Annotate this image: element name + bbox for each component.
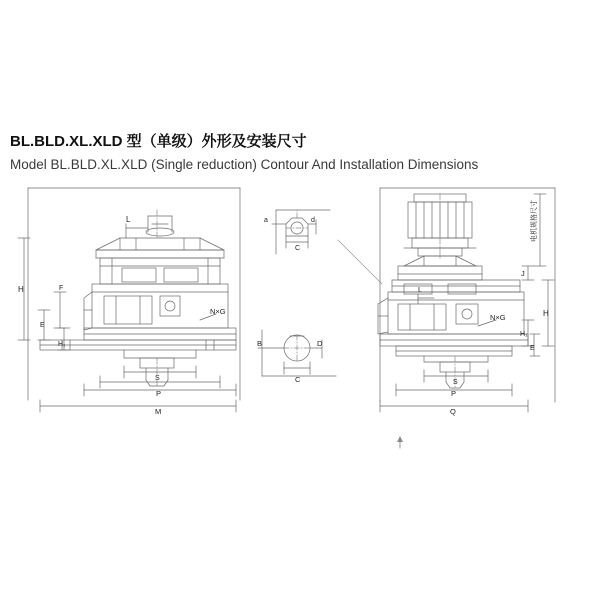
label-L: L	[126, 215, 131, 224]
label-S: S	[155, 375, 160, 382]
label-L-right: L	[418, 285, 423, 294]
label-P: P	[156, 389, 162, 398]
label-J: J	[521, 269, 525, 278]
center-detail-views	[258, 210, 382, 376]
label-NxG-right: N×G	[490, 313, 506, 322]
label-a: a	[264, 217, 268, 224]
page-title-english: Model BL.BLD.XL.XLD (Single reduction) Contour And Installation Dimensions	[10, 157, 479, 172]
label-C-lower: C	[295, 375, 301, 384]
right-motor-assembly-view	[378, 188, 555, 448]
page-title-chinese: BL.BLD.XL.XLD 型（单级）外形及安装尺寸	[10, 133, 307, 150]
label-motor-spec-cn: 电机规格尺寸	[531, 200, 538, 242]
label-Q-right: Q	[450, 407, 456, 416]
right-view-labels	[418, 200, 549, 416]
label-E: E	[40, 322, 45, 329]
label-M: M	[155, 407, 162, 416]
label-P-right: P	[451, 389, 457, 398]
label-H: H	[18, 285, 24, 294]
label-NxG: N×G	[210, 307, 226, 316]
label-d: d	[311, 217, 315, 224]
label-E-right: E	[530, 345, 535, 352]
technical-drawing	[0, 180, 600, 470]
label-F: F	[59, 285, 64, 292]
label-H-right: H	[543, 309, 549, 318]
left-view-labels	[18, 215, 226, 416]
label-H1-right: H₁	[520, 331, 528, 338]
label-B: B	[257, 339, 263, 348]
label-S-right: S	[453, 379, 458, 386]
label-H1: H₁	[58, 341, 66, 348]
label-D: D	[317, 339, 323, 348]
label-C-upper: C	[295, 245, 301, 252]
